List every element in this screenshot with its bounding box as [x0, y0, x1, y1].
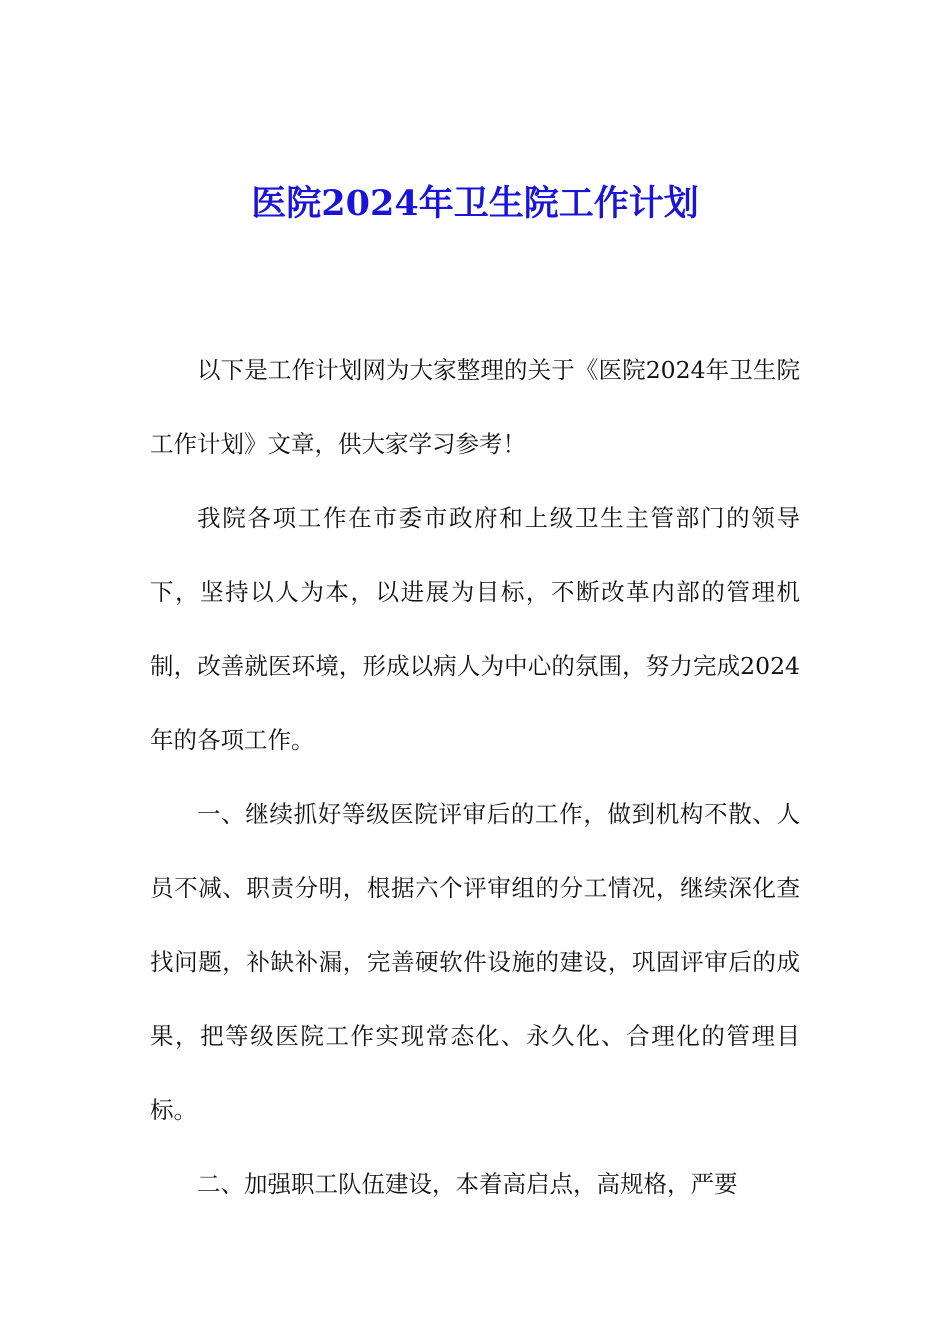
document-title: 医院2024年卫生院工作计划: [251, 183, 699, 224]
document-body: [150, 333, 800, 1221]
paragraph-intro: 以下是工作计划网为大家整理的关于《医院2024年卫生院工作计划》文章，供大家学习参考！: [150, 356, 800, 458]
paragraph-overview: 我院各项工作在市委市政府和上级卫生主管部门的领导下，坚持以人为本，以进展为目标，不断改革内部的管理机制，改善就医环境，形成以病人为中心的氛围，努力完成2024年的各项工作。: [150, 504, 800, 754]
paragraph-item-2: 二、加强职工队伍建设，本着高启点，高规格，严要: [197, 1170, 738, 1198]
paragraph-item-1: 一、继续抓好等级医院评审后的工作，做到机构不散、人员不减、职责分明，根据六个评审组的分工情况，继续深化查找问题，补缺补漏，完善硬软件设施的建设，巩固评审后的成果，把等级医院工作实现常态化、永久化、合理化的管理目标。: [150, 800, 800, 1124]
